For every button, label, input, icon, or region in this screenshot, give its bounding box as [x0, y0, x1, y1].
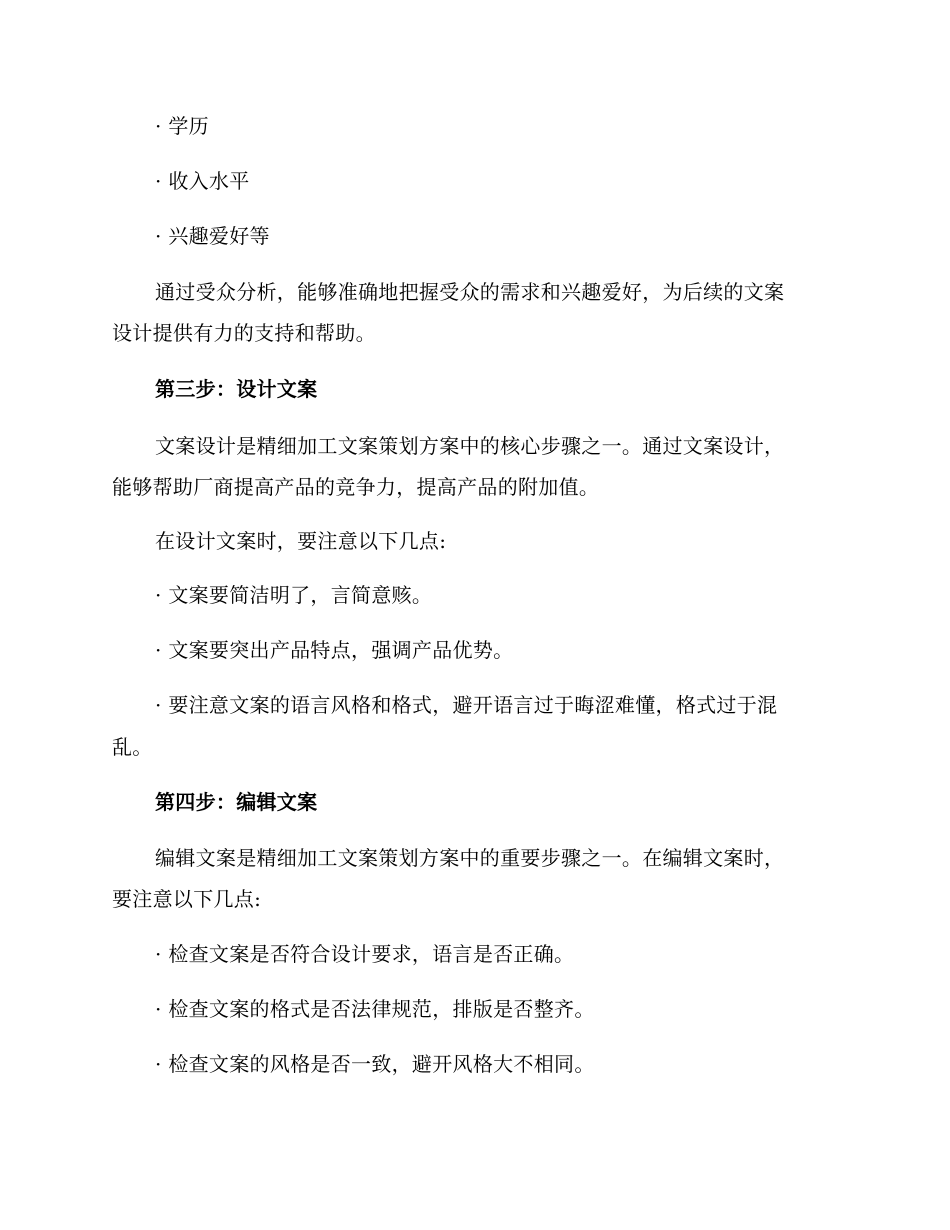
paragraph-step-3-line-1: 文案设计是精细加工文案策划方案中的核心步骤之一。通过文案设计， — [155, 434, 785, 458]
paragraph-audience-line-2: 设计提供有力的支持和帮助。 — [112, 321, 376, 345]
list-item-education: · 学历 — [155, 114, 209, 138]
paragraph-step-3-intro: 在设计文案时，要注意以下几点: — [155, 529, 447, 553]
list-item-step-3-style-continued: 乱。 — [112, 735, 153, 759]
paragraph-audience-line-1: 通过受众分析，能够准确地把握受众的需求和兴趣爱好，为后续的文案 — [155, 280, 785, 304]
paragraph-step-4-line-1: 编辑文案是精细加工文案策划方案中的重要步骤之一。在编辑文案时， — [155, 846, 785, 870]
paragraph-step-4-line-2: 要注意以下几点: — [112, 887, 262, 911]
list-item-interests: · 兴趣爱好等 — [155, 224, 270, 248]
list-item-income: · 收入水平 — [155, 169, 250, 193]
list-item-step-4-format: · 检查文案的格式是否法律规范，排版是否整齐。 — [155, 997, 595, 1021]
list-item-step-4-requirements: · 检查文案是否符合设计要求，语言是否正确。 — [155, 942, 575, 966]
paragraph-step-3-line-2: 能够帮助厂商提高产品的竞争力，提高产品的附加值。 — [112, 475, 600, 499]
section-heading-step-3: 第三步：设计文案 — [155, 377, 318, 401]
list-item-step-3-concise: · 文案要简洁明了，言简意赅。 — [155, 583, 433, 607]
list-item-step-3-style: · 要注意文案的语言风格和格式，避开语言过于晦涩难懂，格式过于混 — [155, 693, 778, 717]
list-item-step-3-features: · 文案要突出产品特点，强调产品优势。 — [155, 638, 514, 662]
section-heading-step-4: 第四步：编辑文案 — [155, 790, 318, 814]
list-item-step-4-consistency: · 检查文案的风格是否一致，避开风格大不相同。 — [155, 1052, 595, 1076]
